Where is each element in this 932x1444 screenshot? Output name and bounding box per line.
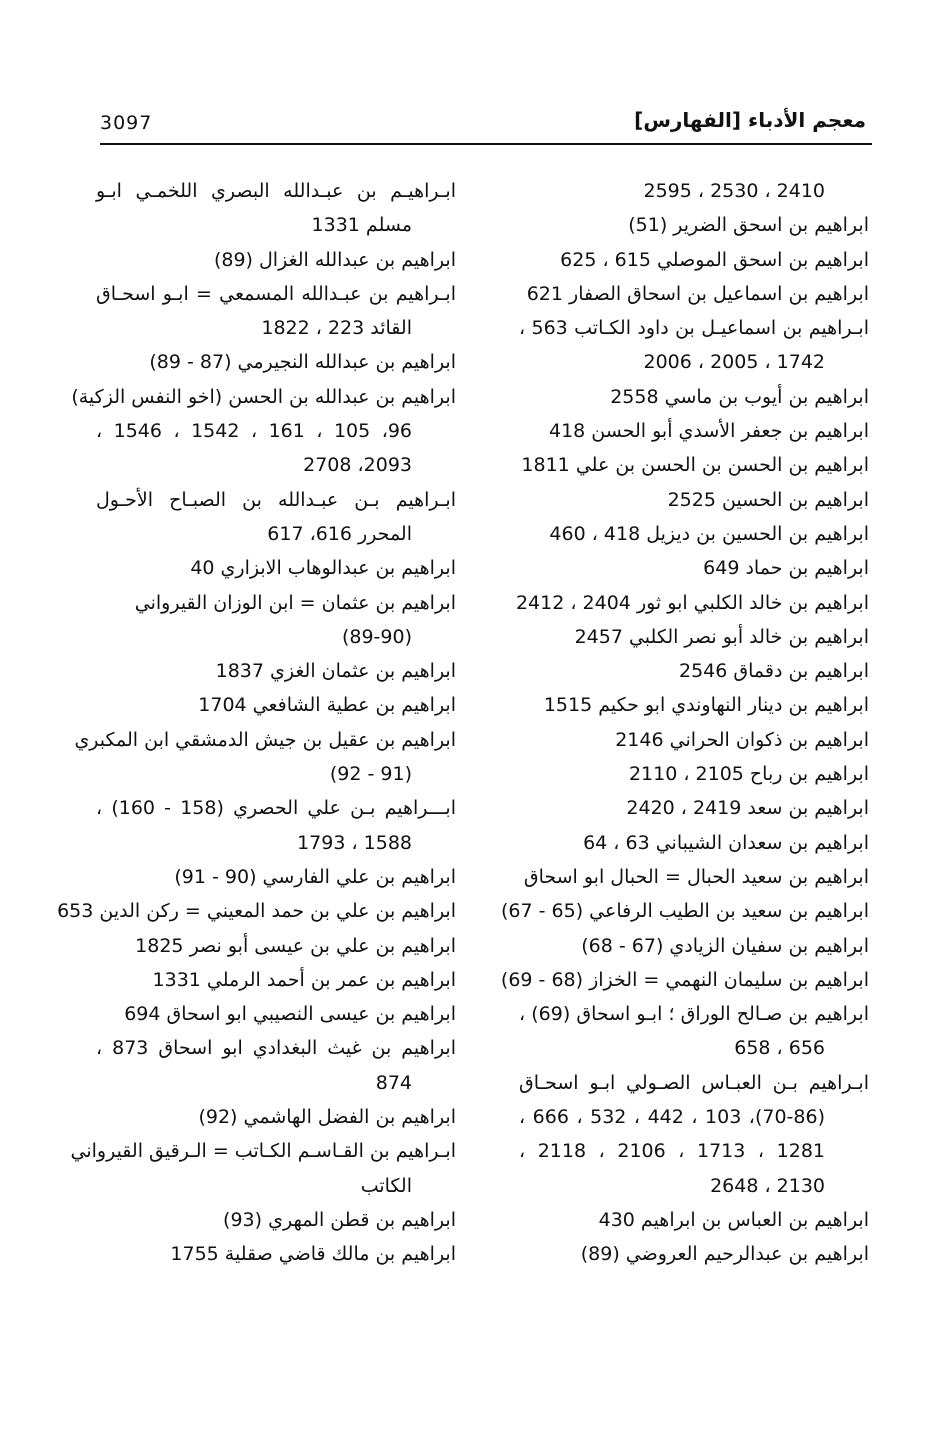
index-entry: ابراهيم بن عثمان = ابن الوزان القيرواني <box>134 591 456 614</box>
index-entry: ابراهيم بن رباح 2105 ، 2110 <box>628 763 869 786</box>
index-entry: ابراهيم بن الحسن بن الحسن بن علي 1811 <box>521 454 869 477</box>
index-entry: ابراهيم بن غيث البغدادي ابو اسحاق 873 ، <box>96 1037 456 1060</box>
index-entry: ابراهيم بن اسحق الضرير (51) <box>628 214 869 237</box>
index-column-left <box>57 174 456 1272</box>
index-entry: ابراهيم بن سفيان الزيادي (67 - 68) <box>581 934 869 957</box>
index-entry: ابراهيم بن العباس بن ابراهيم 430 <box>598 1208 869 1231</box>
index-entry: ابراهيم بن دينار النهاوندي ابو حكيم 1515 <box>543 694 869 717</box>
index-entry: ابراهيم بن عبدالله الغزال (89) <box>213 248 456 271</box>
index-entry: ابراهيم بن علي الفارسي (90 - 91) <box>174 865 456 888</box>
index-column-right <box>500 174 869 1272</box>
index-entry: ابراهيم بن صـالح الوراق ؛ ابـو اسحاق (69) ، <box>519 1003 869 1026</box>
index-entry-continuation: (70-86)، 103 ، 442 ، 532 ، 666 ، <box>519 1106 825 1129</box>
index-entry-continuation: 96، 105 ، 161 ، 1542 ، 1546 ، <box>96 420 413 443</box>
index-entry: ابراهيم بن سعيد الحبال = الحبال ابو اسحاق <box>523 865 869 888</box>
index-entry-continuation: 2093، 2708 <box>303 454 412 477</box>
index-entry-continuation: (91 - 92) <box>329 763 412 786</box>
index-entry-continuation: 1281 ، 1713 ، 2106 ، 2118 ، <box>519 1140 825 1163</box>
index-entry-continuation: المحرر 616، 617 <box>267 522 412 545</box>
index-entry: ابـراهيم بن القـاسـم الكـاتب = الـرقيق القيرواني <box>70 1140 456 1163</box>
index-entry: ابـراهيم بـن عبـدالله بن الصبـاح الأحـول <box>96 488 456 511</box>
index-entry: ابراهيم بن سعد 2419 ، 2420 <box>626 797 869 820</box>
index-entry: ابراهيم بن عقيل بن جيش الدمشقي ابن المكبري <box>74 728 456 751</box>
index-entry: ابراهيم بن عبدالله بن الحسن (اخو النفس الزكية) <box>71 385 456 408</box>
index-entry: ابراهيم بن عيسى النصيبي ابو اسحاق 694 <box>124 1003 456 1026</box>
page-number: 3097 <box>100 112 153 134</box>
header-rule <box>100 143 872 145</box>
index-entry: ابراهيم بن عبدالرحيم العروضي (89) <box>580 1243 869 1266</box>
index-entry: ابراهيم بن علي بن عيسى أبو نصر 1825 <box>135 934 456 957</box>
index-entry-continuation: 2410 ، 2530 ، 2595 <box>643 180 825 202</box>
index-entry: ابراهيم بن عثمان الغزي 1837 <box>215 660 456 683</box>
index-entry: ابراهيم بن جعفر الأسدي أبو الحسن 418 <box>549 420 869 443</box>
index-entry: ابراهيم بن سليمان النهمي = الخزاز (68 - 69) <box>500 968 869 991</box>
index-entry: ابراهيم بن مالك قاضي صقلية 1755 <box>170 1243 456 1266</box>
index-entry: ابـراهيم بـن العبـاس الصـولي ابـو اسحـاق <box>519 1071 869 1094</box>
index-entry: ابراهيم بن خالد الكلبي ابو ثور 2404 ، 2412 <box>515 591 869 614</box>
index-entry: ابراهيم بن الفضل الهاشمي (92) <box>198 1106 456 1129</box>
index-entry-continuation: 874 <box>375 1071 412 1094</box>
index-entry: ابراهيم بن عمر بن أحمد الرملي 1331 <box>152 968 456 991</box>
index-entry: ابراهيم بن أيوب بن ماسي 2558 <box>610 385 869 408</box>
index-entry-continuation: (89-90) <box>341 625 412 648</box>
index-entry-continuation: 1588 ، 1793 <box>297 831 412 854</box>
index-entry: ابراهيم بن دقماق 2546 <box>678 660 869 683</box>
index-entry: ابـراهيم بن اسماعيـل بن داود الكـاتب 563 ، <box>519 317 869 340</box>
index-entry: ابراهيم بن عبدالوهاب الابزاري 40 <box>190 557 456 580</box>
index-entry: ابراهيم بن عبدالله النجيرمي (87 - 89) <box>149 351 456 374</box>
index-entry: ابراهيم بن اسحق الموصلي 615 ، 625 <box>560 248 869 271</box>
running-title: معجم الأدباء [الفهارس] <box>634 108 866 132</box>
index-entry-continuation: 1742 ، 2005 ، 2006 <box>643 351 825 374</box>
index-entry: ابراهيم بن اسماعيل بن اسحاق الصفار 621 <box>526 282 869 305</box>
index-entry: ابراهيم بن خالد أبو نصر الكلبي 2457 <box>574 625 869 648</box>
index-entry: ابراهيم بن ذكوان الحراني 2146 <box>615 728 869 751</box>
index-entry: ابراهيم بن الحسين بن ديزيل 418 ، 460 <box>549 522 869 545</box>
index-entry: ابـراهيم بن عبـدالله المسمعي = ابـو اسحـاق <box>96 282 456 305</box>
index-entry-continuation: مسلم 1331 <box>311 214 412 237</box>
index-entry: ابراهيم بن حماد 649 <box>703 557 869 580</box>
index-entry: ابراهيم بن علي بن حمد المعيني = ركن الدين 653 <box>57 900 456 923</box>
index-entry: ابراهيم بن قطن المهري (93) <box>223 1208 456 1231</box>
index-entry: ابـــراهيم بـن علي الحصري (158 - 160) ، <box>96 797 456 820</box>
index-entry: ابراهيم بن الحسين 2525 <box>667 488 869 511</box>
index-entry-continuation: الكاتب <box>360 1174 412 1197</box>
index-entry-continuation: 2130 ، 2648 <box>710 1174 825 1197</box>
index-entry-continuation: القائد 223 ، 1822 <box>261 317 412 340</box>
index-entry-continuation: 656 ، 658 <box>734 1037 825 1060</box>
index-entry: ابراهيم بن سعدان الشيباني 63 ، 64 <box>583 831 869 854</box>
index-entry: ابراهيم بن عطية الشافعي 1704 <box>198 694 456 717</box>
index-entry: ابراهيم بن سعيد بن الطيب الرفاعي (65 - 67) <box>500 900 869 923</box>
index-entry: ابـراهيـم بن عبـدالله البصري اللخمـي ابـو <box>96 180 456 202</box>
